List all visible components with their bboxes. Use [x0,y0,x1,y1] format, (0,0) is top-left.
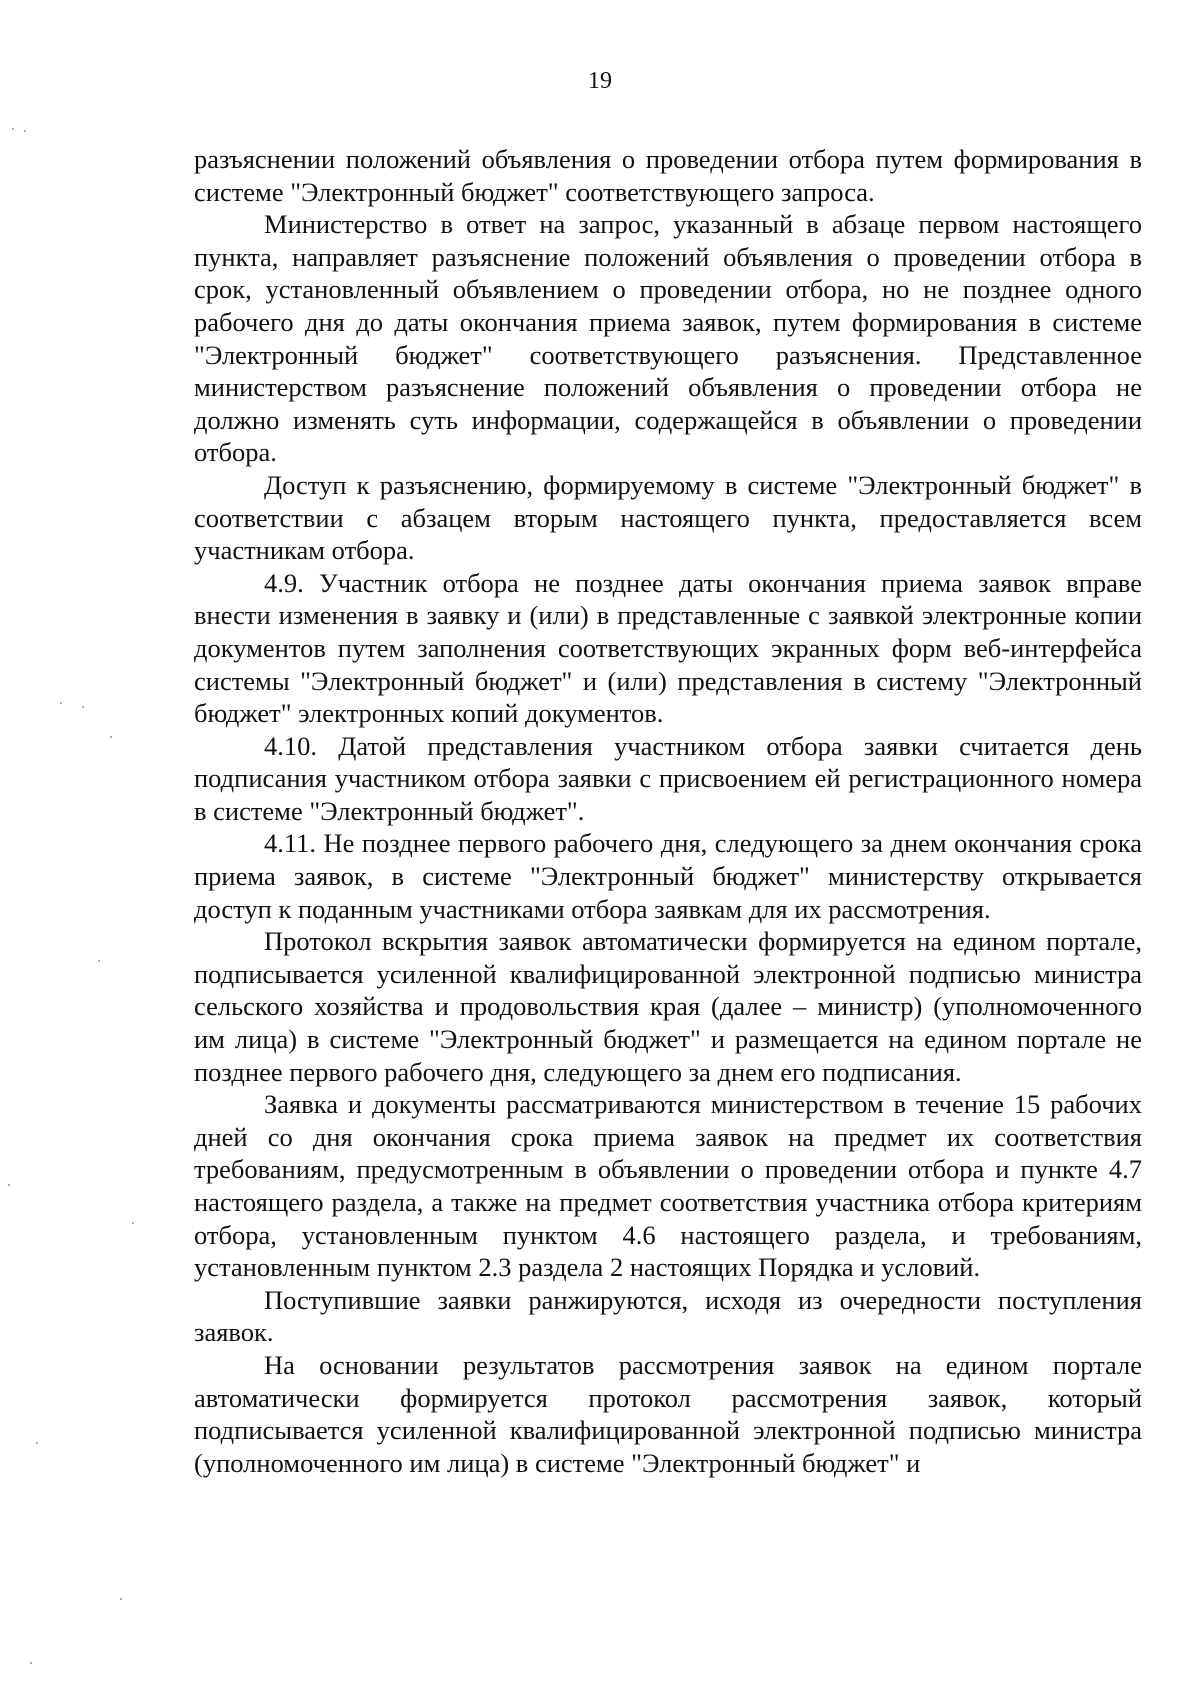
paragraph-ministry-response: Министерство в ответ на запрос, указанный в абзаце первом настоящего пункта, направляет разъяснение положений объявления о проведении отбора в срок, установленный объявлением о проведении отбора, но не позднее одного рабочего дня до даты окончания приема заявок, путем формирования в системе "Электронный бюджет" соответствующего разъяснения. Представленное министерством разъяснение положений объявления о проведении отбора не должно изменять суть информации, содержащейся в объявлении о проведении отбора. [194,209,1142,468]
scan-artifact [12,128,14,130]
scan-artifact [132,1222,134,1224]
paragraph-4-9: 4.9. Участник отбора не позднее даты окончания приема заявок вправе внести изменения в заявку и (или) в представленные с заявкой электронные копии документов путем заполнения соответствующих экранных форм веб-интерфейса системы "Электронный бюджет" и (или) представления в систему "Электронный бюджет" электронных копий документов. [194,567,1142,729]
scan-artifact [60,702,62,704]
paragraph-review-period: Заявка и документы рассматриваются министерством в течение 15 рабочих дней со дня окончания срока приема заявок на предмет их соответствия требованиям, предусмотренным в объявлении о проведении отбора и пункте 4.7 настоящего раздела, а также на предмет соответствия участника отбора критериям отбора, установленным пунктом 4.6 настоящего раздела, и требованиям, установленным пунктом 2.3 раздела 2 настоящих Порядка и условий. [194,1089,1142,1283]
scan-artifact [30,1662,32,1664]
scan-artifact [98,960,100,962]
scan-artifact [36,1442,38,1444]
scan-artifact [8,1184,10,1186]
document-body [194,143,1142,1479]
paragraph-ranking: Поступившие заявки ранжируются, исходя из очередности поступления заявок. [194,1284,1142,1348]
scan-artifact [82,706,84,708]
paragraph-4-11: 4.11. Не позднее первого рабочего дня, следующего за днем окончания срока приема заявок, в системе "Электронный бюджет" министерству открывается доступ к поданным участниками отбора заявкам для их рассмотрения. [194,828,1142,924]
paragraph-opening-protocol: Протокол вскрытия заявок автоматически формируется на едином портале, подписывается усиленной квалифицированной электронной подписью министра сельского хозяйства и продовольствия края (далее – министр) (уполномоченного им лица) в системе "Электронный бюджет" и размещается на едином портале не позднее первого рабочего дня, следующего за днем его подписания. [194,926,1142,1087]
page-number: 19 [588,68,612,94]
scan-artifact [120,1598,122,1600]
paragraph-4-10: 4.10. Датой представления участником отбора заявки считается день подписания участником отбора заявки с присвоением ей регистрационного номера в системе "Электронный бюджет". [194,730,1142,826]
paragraph-access-clarification: Доступ к разъяснению, формируемому в системе "Электронный бюджет" в соответствии с абзацем вторым настоящего пункта, предоставляется всем участникам отбора. [194,469,1142,566]
paragraph-continuation: разъяснении положений объявления о проведении отбора путем формирования в системе "Электронный бюджет" соответствующего запроса. [194,144,1142,207]
scan-artifact [24,130,26,132]
scan-artifact [110,736,112,738]
paragraph-review-protocol: На основании результатов рассмотрения заявок на едином портале автоматически формируется протокол рассмотрения заявок, который подписывается усиленной квалифицированной электронной подписью министра (уполномоченного им лица) в системе "Электронный бюджет" и [194,1349,1142,1478]
